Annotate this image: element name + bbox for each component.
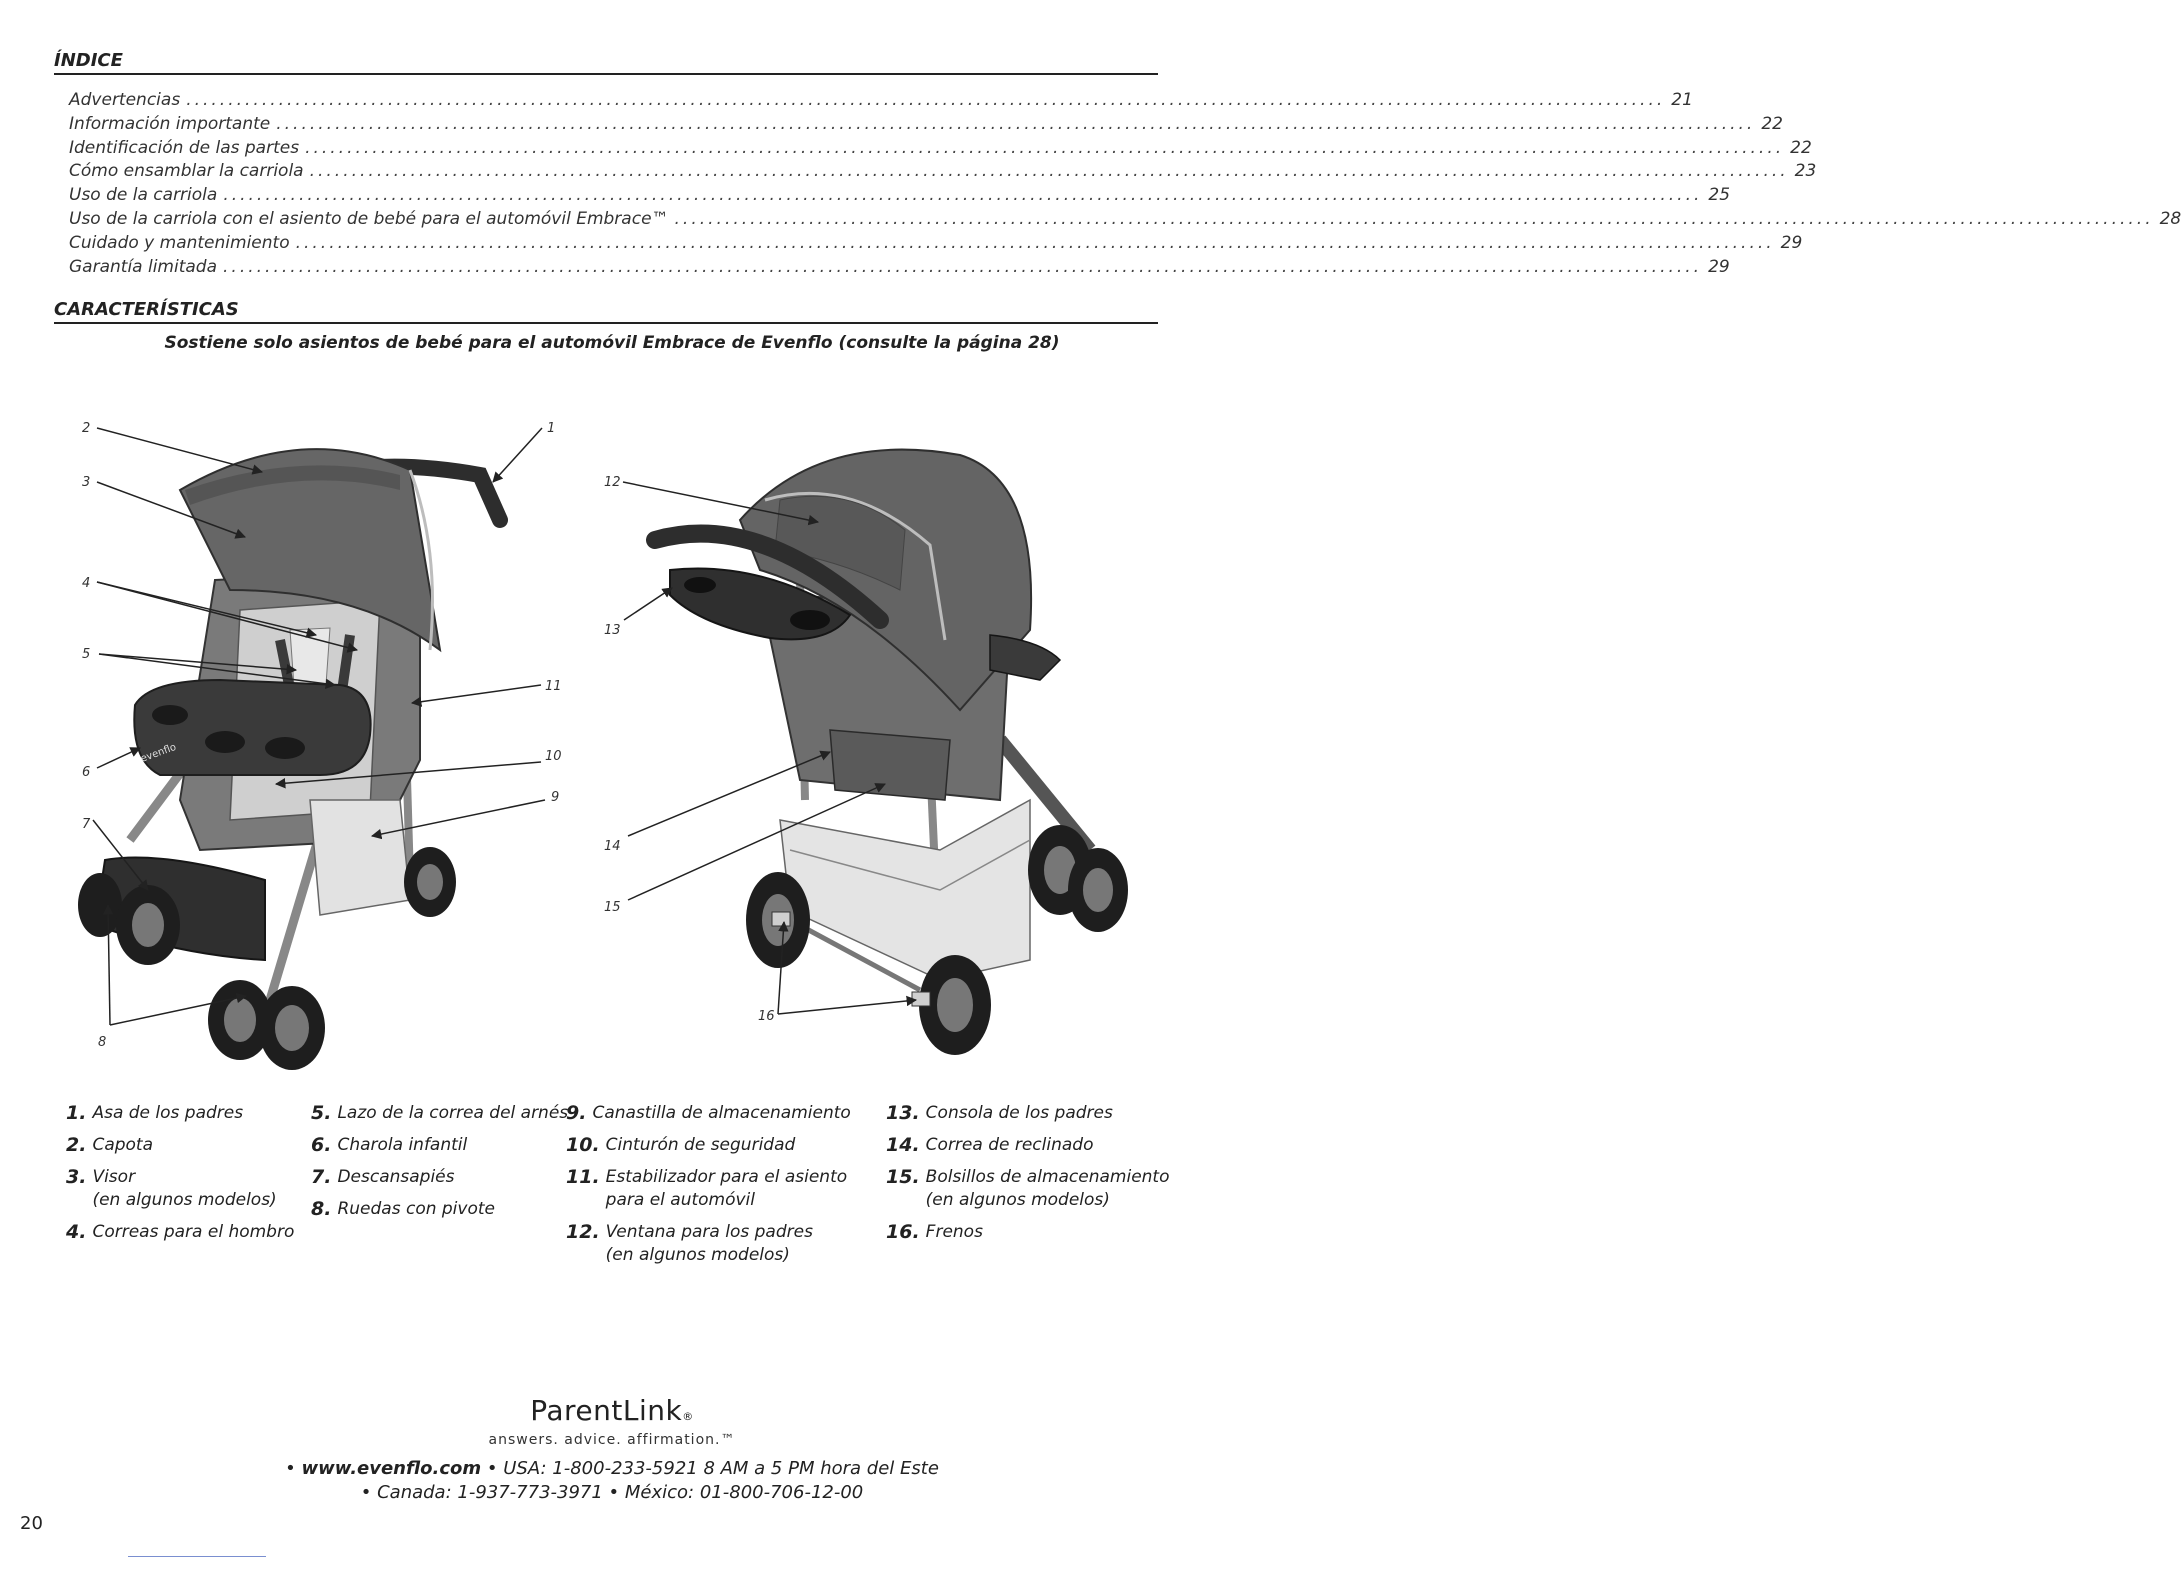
toc-page: 22: [1790, 137, 1812, 158]
legend-item: [311, 1166, 568, 1189]
toc-leader: ................................................................................................................................................................................: [674, 208, 2154, 229]
caracteristicas-subtitle: Sostiene solo asientos de bebé para el automóvil Embrace de Evenflo (consulte la página 28): [164, 333, 1060, 353]
toc-row: [69, 113, 1783, 138]
legend-number: 10.: [566, 1134, 600, 1156]
toc-leader: ................................................................................................................................................................................: [305, 137, 1785, 158]
legend-item: [566, 1102, 851, 1125]
legend-number: 9.: [566, 1102, 587, 1124]
legend-label: Ventana para los padres: [605, 1222, 813, 1242]
toc-label: Cómo ensamblar la carriola: [69, 161, 304, 182]
callout-12: 12: [604, 475, 621, 490]
callout-14: 14: [604, 839, 621, 854]
bullet: •: [285, 1458, 296, 1479]
legend-number: 16.: [886, 1221, 920, 1243]
callout-4: 4: [82, 576, 91, 591]
toc-page: 29: [1780, 232, 1803, 253]
legend-label: Charola infantil: [337, 1135, 468, 1155]
legend-item: [886, 1166, 1170, 1212]
toc-page: 29: [1708, 256, 1730, 277]
legend-item: [66, 1166, 294, 1212]
callout-11: 11: [545, 679, 562, 694]
website-link[interactable]: www.evenflo.com: [301, 1458, 482, 1479]
stroller-rear-view: [655, 450, 1128, 1055]
legend-item: [311, 1134, 568, 1157]
legend-number: 12.: [566, 1221, 600, 1243]
callout-15: 15: [604, 900, 621, 915]
legend-item: [311, 1102, 568, 1125]
legend-label: Capota: [92, 1135, 154, 1155]
legend-label: Lazo de la correa del arnés: [337, 1103, 569, 1123]
legend-number: 6.: [311, 1134, 332, 1156]
contact-line-1: [0, 1458, 1224, 1479]
callout-1: 1: [547, 421, 556, 436]
callout-5: 5: [82, 647, 91, 662]
legend-number: 2.: [66, 1134, 87, 1156]
toc-row: [69, 161, 1817, 185]
legend-label: Ruedas con pivote: [337, 1199, 495, 1219]
stroller-front-view: [78, 449, 500, 1070]
legend-number: 14.: [886, 1134, 920, 1156]
legend-label: Visor: [92, 1167, 136, 1187]
legend-item: [66, 1134, 294, 1157]
legend-item: [886, 1134, 1170, 1157]
legend-column-3: [566, 1102, 851, 1276]
legend-item: [566, 1134, 851, 1157]
caracteristicas-heading: CARACTERÍSTICAS: [54, 299, 1158, 324]
callout-6: 6: [82, 765, 91, 780]
indice-heading: ÍNDICE: [54, 50, 1158, 75]
toc-label: Identificación de las partes: [69, 137, 300, 158]
callout-8: 8: [98, 1035, 107, 1050]
toc-row: [69, 90, 1693, 114]
toc-page: 22: [1761, 113, 1783, 134]
toc-label: Cuidado y mantenimiento: [69, 232, 290, 253]
legend-number: 5.: [311, 1102, 332, 1124]
legend-label: Bolsillos de almacenamiento: [925, 1167, 1170, 1187]
stroller-illustration: [0, 380, 1224, 1080]
bottom-rule: [128, 1556, 266, 1557]
legend-item: [566, 1221, 851, 1267]
legend-column-1: [66, 1102, 294, 1253]
callout-7: 7: [82, 817, 91, 832]
callout-16: 16: [758, 1009, 775, 1024]
legend-number: 4.: [66, 1221, 87, 1243]
logo-registered-mark: ®: [682, 1410, 694, 1423]
legend-number: 13.: [886, 1102, 920, 1124]
toc-page: 23: [1794, 161, 1817, 182]
legend-note: (en algunos modelos): [605, 1245, 790, 1265]
legend-note: para el automóvil: [605, 1190, 756, 1210]
callout-9: 9: [551, 790, 560, 805]
legend-number: 15.: [886, 1166, 920, 1188]
table-of-contents: [69, 90, 2181, 280]
toc-row: [69, 208, 2181, 233]
usa-phone: • USA: 1-800-233-5921 8 AM a 5 PM hora del Este: [486, 1458, 939, 1479]
contact-line-2: • Canada: 1-937-773-3971 • México: 01-800-706-12-00: [360, 1482, 864, 1503]
logo-tagline: answers. advice. affirmation.™: [488, 1432, 736, 1448]
legend-label: Frenos: [925, 1222, 983, 1242]
toc-label: Garantía limitada: [69, 256, 218, 277]
legend-number: 3.: [66, 1166, 87, 1188]
legend-note: (en algunos modelos): [925, 1190, 1110, 1210]
legend-item: [566, 1166, 851, 1212]
tray-brand-logo: evenflo: [139, 741, 178, 765]
toc-row: [69, 232, 1803, 257]
legend-label: Cinturón de seguridad: [605, 1135, 796, 1155]
legend-label: Descansapiés: [337, 1167, 455, 1187]
toc-row: [69, 185, 1731, 209]
toc-label: Información importante: [69, 113, 271, 134]
legend-item: [886, 1221, 1170, 1244]
callout-2: 2: [82, 421, 91, 436]
parentlink-logo: [0, 1394, 1224, 1427]
toc-label: Advertencias: [69, 90, 181, 110]
legend-item: [66, 1221, 294, 1244]
toc-leader: ................................................................................................................................................................................: [295, 232, 1775, 253]
toc-row: [69, 256, 1730, 281]
toc-page: 28: [2159, 208, 2181, 229]
legend-label: Asa de los padres: [92, 1103, 244, 1123]
legend-item: [66, 1102, 294, 1125]
legend-column-2: [311, 1102, 568, 1230]
legend-note: (en algunos modelos): [92, 1190, 277, 1210]
logo-text: ParentLink: [530, 1394, 683, 1427]
toc-leader: ................................................................................................................................................................................: [223, 256, 1703, 277]
legend-label: Canastilla de almacenamiento: [592, 1103, 851, 1123]
legend-item: [311, 1198, 568, 1221]
legend-number: 8.: [311, 1198, 332, 1220]
toc-page: 25: [1708, 185, 1731, 206]
toc-label: Uso de la carriola: [69, 185, 218, 206]
toc-page: 21: [1671, 90, 1693, 110]
legend-column-4: [886, 1102, 1170, 1253]
toc-leader: ................................................................................................................................................................................: [276, 113, 1756, 134]
legend-number: 1.: [66, 1102, 87, 1124]
toc-row: [69, 137, 1812, 162]
toc-leader: ................................................................................................................................................................................: [309, 161, 1789, 182]
callout-13: 13: [604, 623, 621, 638]
legend-label: Correas para el hombro: [92, 1222, 295, 1242]
callout-10: 10: [545, 749, 562, 764]
page-number: 20: [20, 1513, 43, 1534]
legend-number: 7.: [311, 1166, 332, 1188]
legend-number: 11.: [566, 1166, 600, 1188]
toc-leader: ................................................................................................................................................................................: [186, 90, 1666, 110]
legend-label: Consola de los padres: [925, 1103, 1113, 1123]
legend-item: [886, 1102, 1170, 1125]
legend-label: Correa de reclinado: [925, 1135, 1094, 1155]
legend-label: Estabilizador para el asiento: [605, 1167, 848, 1187]
toc-label: Uso de la carriola con el asiento de bebé para el automóvil Embrace™: [69, 208, 669, 229]
callout-3: 3: [82, 475, 91, 490]
toc-leader: ................................................................................................................................................................................: [223, 185, 1703, 206]
